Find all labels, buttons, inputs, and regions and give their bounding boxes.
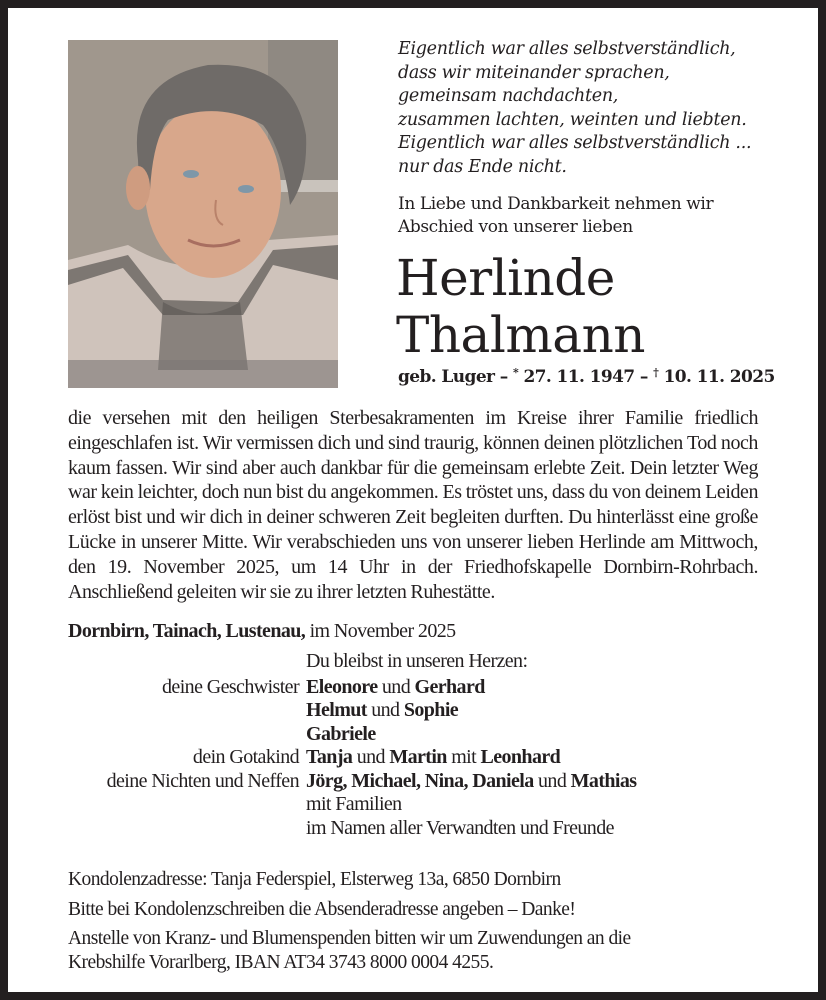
death-date: 10. 11. 2025 [663, 367, 775, 387]
connector-text: und [533, 769, 571, 792]
mourner-names [306, 817, 614, 841]
relation-label: deine Geschwister [162, 675, 299, 698]
poem-line: zusammen lachten, weinten und liebten. [398, 109, 747, 130]
relation-label [8, 817, 306, 841]
death-cross-icon: † [653, 366, 659, 379]
relation-label [8, 723, 306, 747]
intro-text [398, 193, 798, 239]
mourner-name: Martin [389, 746, 447, 768]
condolence-address: Kondolenzadresse: Tanja Federspiel, Elsterweg 13a, 6850 Dornbirn [68, 869, 561, 890]
mourner-names [306, 770, 636, 794]
mourner-names [306, 793, 402, 817]
portrait-photo [68, 40, 338, 388]
poem-line: gemeinsam nachdachten, [398, 86, 619, 106]
footer-notes [68, 868, 768, 974]
relation-label [8, 793, 306, 817]
relation-label: dein Gotakind [192, 746, 299, 768]
portrait-image-icon [68, 40, 338, 388]
towns: Dornbirn, Tainach, Lustenau, [68, 620, 306, 642]
mourner-name: Helmut [306, 699, 367, 721]
mourner-name: Gabriele [306, 722, 376, 745]
first-name: Herlinde [396, 249, 615, 307]
connector-text: mit [446, 746, 481, 768]
mourner-name: Jörg, Michael, Nina, Daniela [306, 769, 534, 792]
mourner-name: Leonhard [480, 746, 561, 768]
obituary-body: die versehen mit den heiligen Sterbesakramenten im Kreise ihrer Familie friedlich eingeschlafen ist. Wir vermissen dich und sind traurig, können deinen plötzlichen Tod noch kaum fassen. Wir sind aber auch dankbar für die gemeinsam erlebte Zeit. Dein letzter Weg war kein leichter, doch nun bist du angekommen. Es tröstet uns, dass du von deinem Leiden erlöst bist und wir dich in deiner schweren Zeit begleiten durften. Du hinterlässt eine große Lücke in unserer Mitte. Wir verabschieden uns von unserer lieben Herlinde am Mittwoch, den 19. November 2025, um 14 Uhr in der Friedhofskapelle Dornbirn-Rohrbach. Anschließend geleiten wir sie zu ihrer letzten Ruhestätte. [68, 407, 758, 603]
poem-line: nur das Ende nicht. [398, 156, 567, 177]
maiden-name: geb. Luger [398, 367, 495, 387]
mourner-rows [8, 676, 818, 841]
mourner-row [8, 723, 818, 747]
donation-note: Anstelle von Kranz- und Blumenspenden bitten wir um Zuwendungen an die Krebshilfe Vorarlberg, IBAN AT34 3743 8000 0004 4255. [68, 928, 631, 973]
mourner-row [8, 793, 818, 817]
mourners-list [8, 650, 818, 840]
mourner-row [8, 770, 818, 794]
poem [398, 38, 798, 179]
birth-date: 27. 11. 1947 [523, 367, 635, 387]
mourner-row [8, 817, 818, 841]
mourner-names [306, 723, 376, 747]
mourner-name: Sophie [403, 699, 459, 721]
mourners-heading-row [8, 650, 818, 674]
obituary-notice [8, 8, 818, 992]
deceased-name [396, 250, 645, 364]
month-year: im November 2025 [305, 620, 456, 642]
connector-text: und [377, 675, 415, 698]
connector-text: und [352, 746, 390, 768]
poem-line: Eigentlich war alles selbstverständlich ... [398, 133, 752, 153]
mourner-names [306, 746, 560, 770]
mourner-names [306, 699, 458, 723]
relation-label [8, 699, 306, 723]
sender-note: Bitte bei Kondolenzschreiben die Absenderadresse angeben – Danke! [68, 898, 576, 920]
mourner-row [8, 746, 818, 770]
connector-text: im Namen aller Verwandten und Freunde [306, 816, 614, 839]
mourner-row [8, 676, 818, 700]
poem-line: dass wir miteinander sprachen, [398, 62, 670, 83]
mourners-heading: Du bleibst in unseren Herzen: [306, 650, 528, 672]
intro-line: In Liebe und Dankbarkeit nehmen wir [398, 194, 714, 214]
mourner-names [306, 676, 485, 700]
relation-label: deine Nichten und Neffen [106, 769, 299, 792]
life-dates: geb. Luger – * 27. 11. 1947 – † 10. 11. 2025 [398, 366, 775, 387]
last-name: Thalmann [396, 306, 645, 364]
mourner-name: Tanja [306, 746, 353, 768]
connector-text: und [366, 699, 404, 721]
place-and-date [68, 620, 456, 643]
mourner-row [8, 699, 818, 723]
poem-line: Eigentlich war alles selbstverständlich, [398, 39, 736, 59]
intro-line: Abschied von unserer lieben [398, 217, 633, 237]
mourner-name: Eleonore [306, 675, 378, 698]
mourner-name: Mathias [570, 769, 637, 792]
birth-star-icon: * [512, 366, 519, 379]
connector-text: mit Familien [306, 793, 402, 815]
mourner-name: Gerhard [414, 675, 485, 698]
